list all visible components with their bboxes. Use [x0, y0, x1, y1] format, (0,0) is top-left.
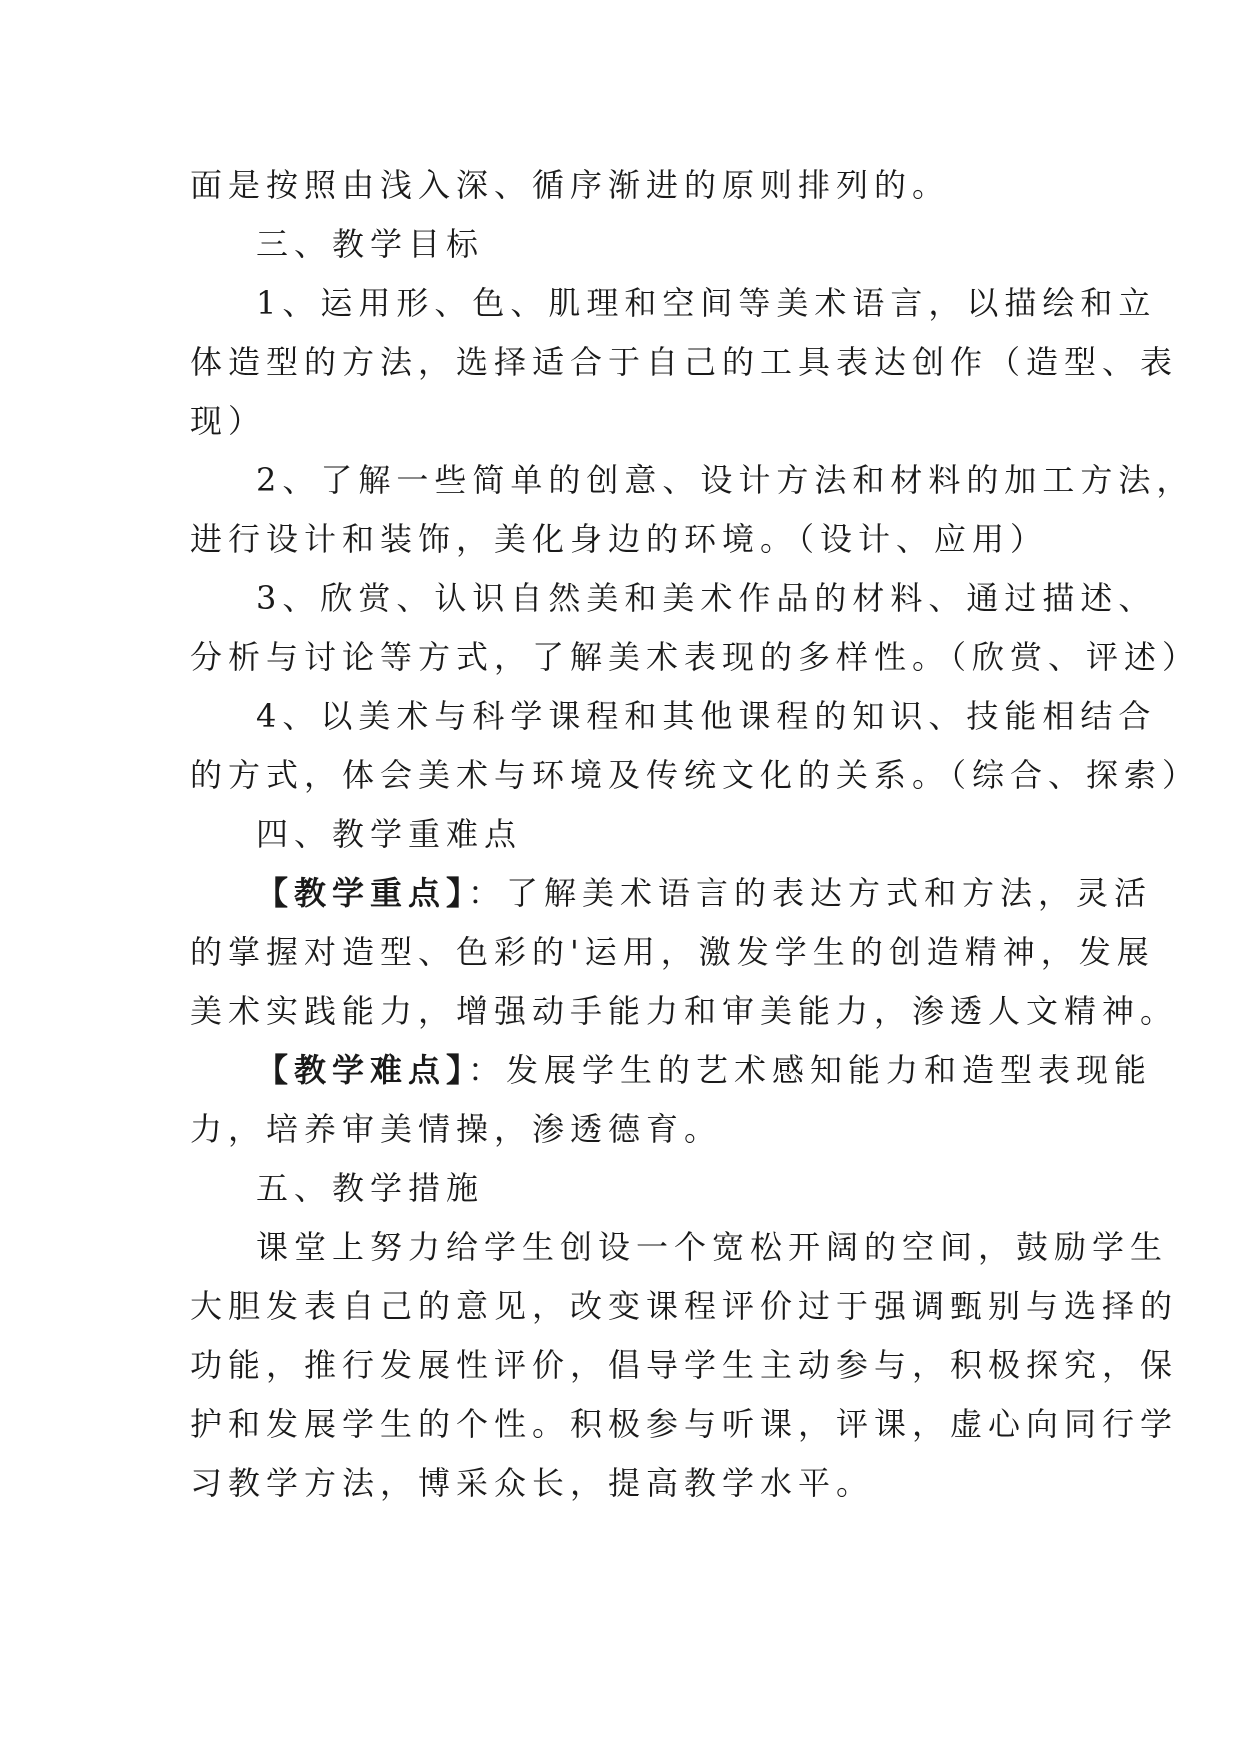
key-point-line: [190, 864, 1153, 923]
document-body: [190, 156, 1201, 1513]
paragraph-line: 体造型的方法，选择适合于自己的工具表达创作（造型、表: [190, 343, 1179, 381]
section-heading-objectives: 三、教学目标: [256, 225, 485, 263]
paragraph-line: 进行设计和装饰，美化身边的环境。（设计、应用）: [190, 520, 1049, 558]
paragraph-line: 护和发展学生的个性。积极参与听课，评课，虚心向同行学: [190, 1405, 1179, 1443]
section-heading-key-difficult-points: 四、教学重难点: [256, 815, 523, 853]
paragraph-line: 2、了解一些简单的创意、设计方法和材料的加工方法，: [256, 461, 1195, 499]
paragraph-line: 课堂上努力给学生创设一个宽松开阔的空间，鼓励学生: [256, 1228, 1169, 1266]
paragraph-line: 习教学方法，博采众长，提高教学水平。: [190, 1464, 875, 1502]
key-point-text: ：了解美术语言的表达方式和方法，灵活: [468, 874, 1153, 912]
paragraph-line: 大胆发表自己的意见，改变课程评价过于强调甄别与选择的: [190, 1287, 1179, 1325]
paragraph-line: 3、欣赏、认识自然美和美术作品的材料、通过描述、: [256, 579, 1157, 617]
section-heading-measures: 五、教学措施: [256, 1169, 485, 1207]
paragraph-line: 1、运用形、色、肌理和空间等美术语言，以描绘和立: [256, 284, 1157, 322]
paragraph-line: 的方式，体会美术与环境及传统文化的关系。（综合、探索）: [190, 756, 1201, 794]
paragraph-line: 的掌握对造型、色彩的'运用，激发学生的创造精神，发展: [190, 933, 1155, 971]
paragraph-line: 现）: [190, 402, 267, 440]
paragraph-line: 面是按照由浅入深、循序渐进的原则排列的。: [190, 166, 951, 204]
paragraph-line: 分析与讨论等方式，了解美术表现的多样性。（欣赏、评述）: [190, 638, 1201, 676]
key-point-label: 【教学重点】: [256, 874, 469, 912]
difficult-point-line: [190, 1041, 1153, 1100]
paragraph-line: 功能，推行发展性评价，倡导学生主动参与，积极探究，保: [190, 1346, 1179, 1384]
paragraph-line: 4、以美术与科学课程和其他课程的知识、技能相结合: [256, 697, 1157, 735]
paragraph-line: 美术实践能力，增强动手能力和审美能力，渗透人文精神。: [190, 992, 1179, 1030]
difficult-point-label: 【教学难点】: [256, 1051, 469, 1089]
difficult-point-text: ：发展学生的艺术感知能力和造型表现能: [468, 1051, 1153, 1089]
paragraph-line: 力，培养审美情操，渗透德育。: [190, 1110, 723, 1148]
